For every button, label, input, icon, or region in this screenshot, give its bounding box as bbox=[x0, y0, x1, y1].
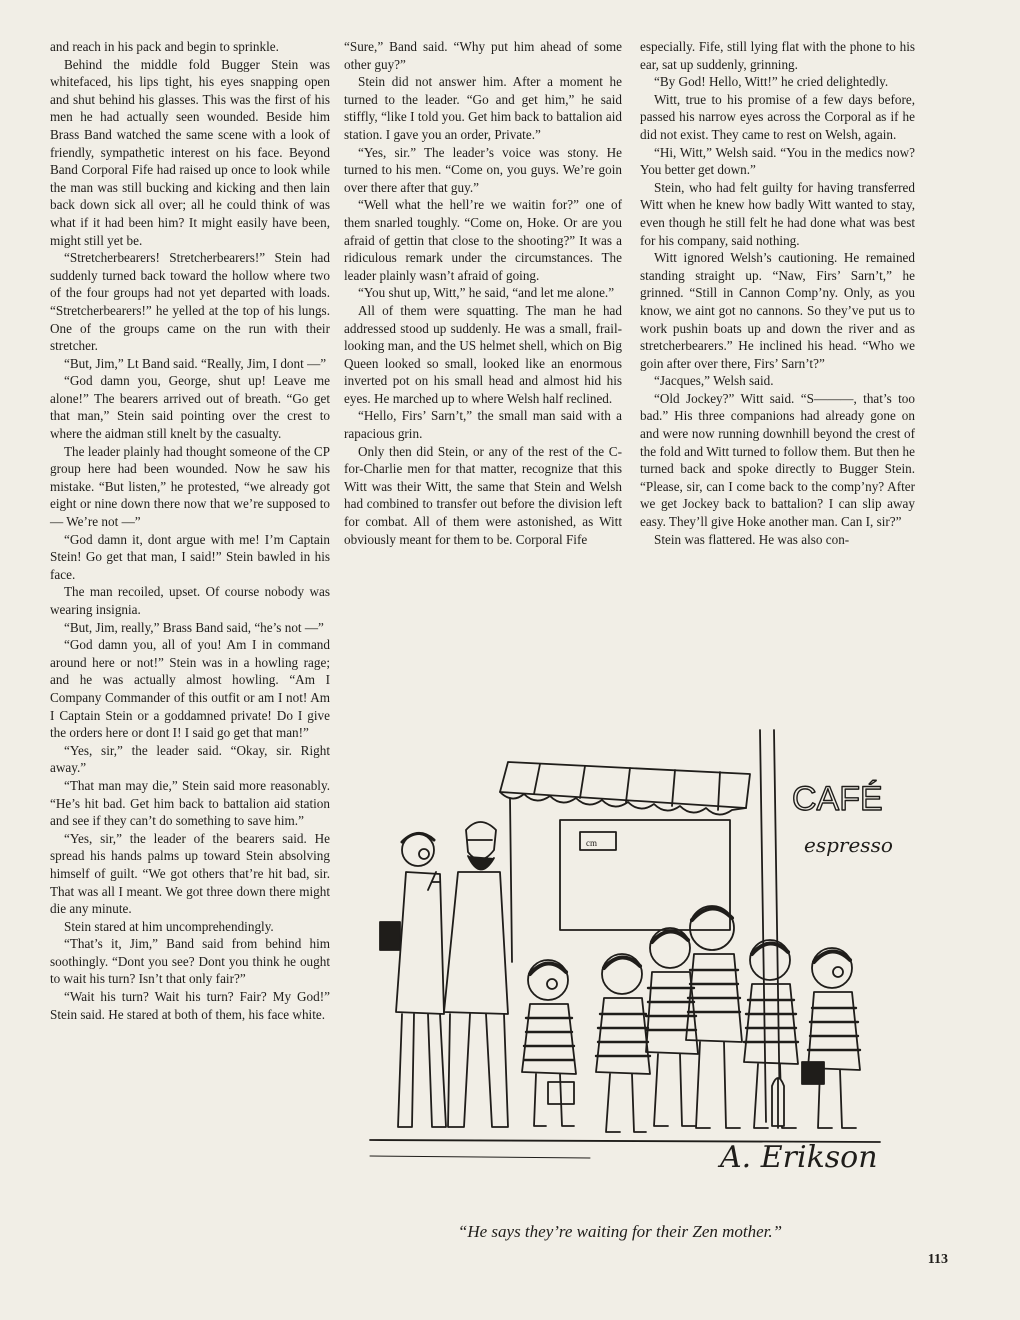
text-column-1 bbox=[50, 38, 330, 1023]
paragraph: especially. Fife, still lying flat with the phone to his ear, sat up suddenly, grinning. bbox=[640, 39, 915, 72]
paragraph: Stein did not answer him. After a moment he turned to the leader. “Go and get him,” he said stiffly, “like I told you. Get him back to battalion aid station. I gave you an order, Private.” bbox=[344, 74, 622, 142]
paragraph: The leader plainly had thought someone of the CP group here had been wounded. Now he saw his mistake. “But listen,” he protested, “we already got eight or nine down there now that we’re supposed to — We’re not —” bbox=[50, 443, 330, 530]
children-group bbox=[522, 906, 860, 1132]
paragraph: “But, Jim,” Lt Band said. “Really, Jim, I dont —” bbox=[64, 355, 327, 371]
paragraph: Only then did Stein, or any of the rest of the C-for-Charlie men for that matter, recognize that this Witt was their Witt, the same that Stein and Welsh had combined to transfer out before the division left for combat. All of them were astonished, as Witt obviously meant for them to be. Corporal Fife bbox=[344, 443, 622, 547]
paragraph: Stein was flattered. He was also con- bbox=[654, 531, 850, 547]
paragraph: “That’s it, Jim,” Band said from behind him soothingly. “Dont you see? Dont you think he ought to wait his turn? Isn’t that only fair?” bbox=[50, 936, 330, 987]
paragraph: “Jacques,” Welsh said. bbox=[654, 373, 774, 389]
paragraph: “Yes, sir.” The leader’s voice was stony. He turned to his men. “Come on, you guys. We’re goin over there after that guy.” bbox=[344, 144, 622, 195]
child-figure bbox=[744, 940, 798, 1128]
paragraph: “Hello, Firs’ Sarn’t,” the small man said with a rapacious grin. bbox=[344, 408, 622, 442]
cartoon-illustration bbox=[340, 722, 900, 1202]
child-figure bbox=[522, 960, 576, 1126]
paragraph: “Wait his turn? Wait his turn? Fair? My God!” Stein said. He stared at both of them, his face white. bbox=[50, 989, 330, 1022]
paragraph: “God damn it, dont argue with me! I’m Captain Stein! Go get that man, I said!” Stein bawled in his face. bbox=[50, 531, 330, 582]
text-column-3 bbox=[640, 38, 915, 548]
paragraph: “Old Jockey?” Witt said. “S———, that’s too bad.” His three companions had already gone on and were now running downhill beyond the crest of the fold and Witt turned to follow them. But then he turned back and spoke directly to Bugger Stein. “Please, sir, can I come back to the comp’ny? After we get Jockey back to battalion? I can slip away easy. They’ll give Hoke another man. Can I, sir?” bbox=[640, 390, 915, 530]
paragraph: The man recoiled, upset. Of course nobody was wearing insignia. bbox=[50, 584, 330, 617]
paragraph: “Yes, sir,” the leader said. “Okay, sir. Right away.” bbox=[50, 742, 330, 776]
paragraph: “God damn you, all of you! Am I in command around here or not!” Stein was in a howling rage; and he was actually almost howling. “Am I Company Commander of this outfit or am I not! Am I Captain Stein or a goddamned private! Do I give the orders here or dont I! I said go get that man!” bbox=[50, 637, 330, 741]
paragraph: All of them were squatting. The man he had addressed stood up suddenly. He was a small, frail-looking man, and the US helmet shell, which on Big Queen looked so small, looked like an enormous inverted pot on his small head and almost hid his eyes. He marched up to where Welsh half reclined. bbox=[344, 302, 622, 406]
paragraph: Witt ignored Welsh’s cautioning. He remained standing straight up. “Naw, Firs’ Sarn’t,” he grinned. “Still in Cannon Comp’ny. Only, as you know, we aint got no cannons. So they’ve put us to work pushin boats up and down the river and as stretcherbearers.” He inclined his head. “Who we goin after over there, Firs’ Sarn’t?” bbox=[640, 250, 915, 371]
paragraph: “That man may die,” Stein said more reasonably. “He’s hit bad. Get him back to battalion aid station and see if they can’t do something to save him.” bbox=[50, 777, 330, 829]
cartoon-caption: “He says they’re waiting for their Zen mother.” bbox=[457, 1222, 783, 1241]
paragraph: and reach in his pack and begin to sprinkle. bbox=[50, 39, 279, 54]
paragraph: Witt, true to his promise of a few days before, passed his narrow eyes across the Corporal as if he did not exist. They came to rest on Welsh, again. bbox=[640, 91, 915, 142]
paragraph: “Hi, Witt,” Welsh said. “You in the medics now? You better get down.” bbox=[640, 144, 915, 178]
child-figure bbox=[646, 928, 698, 1126]
child-figure bbox=[802, 948, 860, 1128]
artist-signature: A. Erikson bbox=[720, 1140, 878, 1175]
cafe-window bbox=[560, 820, 730, 930]
paragraph: “Stretcherbearers! Stretcherbearers!” Stein had suddenly turned back toward the hollow where two of the four groups had not yet departed with loads. “Stretcherbearers!” he yelled at the top of his lungs. One of the groups came on the run with their stretcher. bbox=[50, 250, 330, 354]
svg-text:cm: cm bbox=[586, 838, 597, 848]
paragraph: “You shut up, Witt,” he said, “and let me alone.” bbox=[358, 285, 615, 301]
paragraph: “By God! Hello, Witt!” he cried delightedly. bbox=[654, 74, 889, 90]
paragraph: Stein, who had felt guilty for having transferred Witt when he knew how badly Witt wanted to stay, even though he still felt he had done what was best for his company, said nothing. bbox=[640, 179, 915, 248]
bottle-icon bbox=[772, 1078, 784, 1128]
paragraph: “God damn you, George, shut up! Leave me alone!” The bearers arrived out of breath. “Go get that man,” Stein said pointing over the crest to where the aidman still knelt by the casualty. bbox=[50, 373, 330, 442]
paragraph: Stein stared at him uncomprehendingly. bbox=[64, 918, 274, 934]
paragraph: “Well what the hell’re we waitin for?” one of them snarled toughly. “Come on, Hoke. Or are you afraid of gettin that close to the shooting?” It was a ridiculous remark under the circumstances. The leader plainly wasn’t afraid of going. bbox=[344, 197, 622, 283]
child-figure bbox=[596, 954, 650, 1132]
paragraph: “Yes, sir,” the leader of the bearers said. He spread his hands palms up toward Stein absolving himself of guilt. “We got others that’re hit bad, sir. That was all I meant. We got three down there might die any minute. bbox=[50, 830, 330, 917]
paragraph: Behind the middle fold Bugger Stein was whitefaced, his lips tight, his eyes snapping open and shut behind his glasses. This was the first of his men he had actually seen wounded. Beside him Brass Band watched the same scene with a look of friendly, sympathetic interest on his face. Beyond Band Corporal Fife had raised up once to look while the man was still bucking and kicking and then lain back down sick all over; all he could think of was what if it had been him? It might easily have been, might still yet be. bbox=[50, 56, 330, 248]
man-with-glasses-figure bbox=[380, 833, 446, 1127]
espresso-sign: espresso bbox=[804, 833, 893, 857]
paragraph: “But, Jim, really,” Brass Band said, “he’s not —” bbox=[64, 619, 324, 635]
paragraph: “Sure,” Band said. “Why put him ahead of some other guy?” bbox=[344, 39, 622, 72]
cafe-sign: CAFÉ bbox=[792, 780, 883, 818]
page-number: 113 bbox=[927, 1252, 948, 1267]
bearded-man-figure bbox=[444, 822, 508, 1127]
awning-icon bbox=[500, 762, 750, 962]
text-column-2 bbox=[344, 38, 622, 548]
